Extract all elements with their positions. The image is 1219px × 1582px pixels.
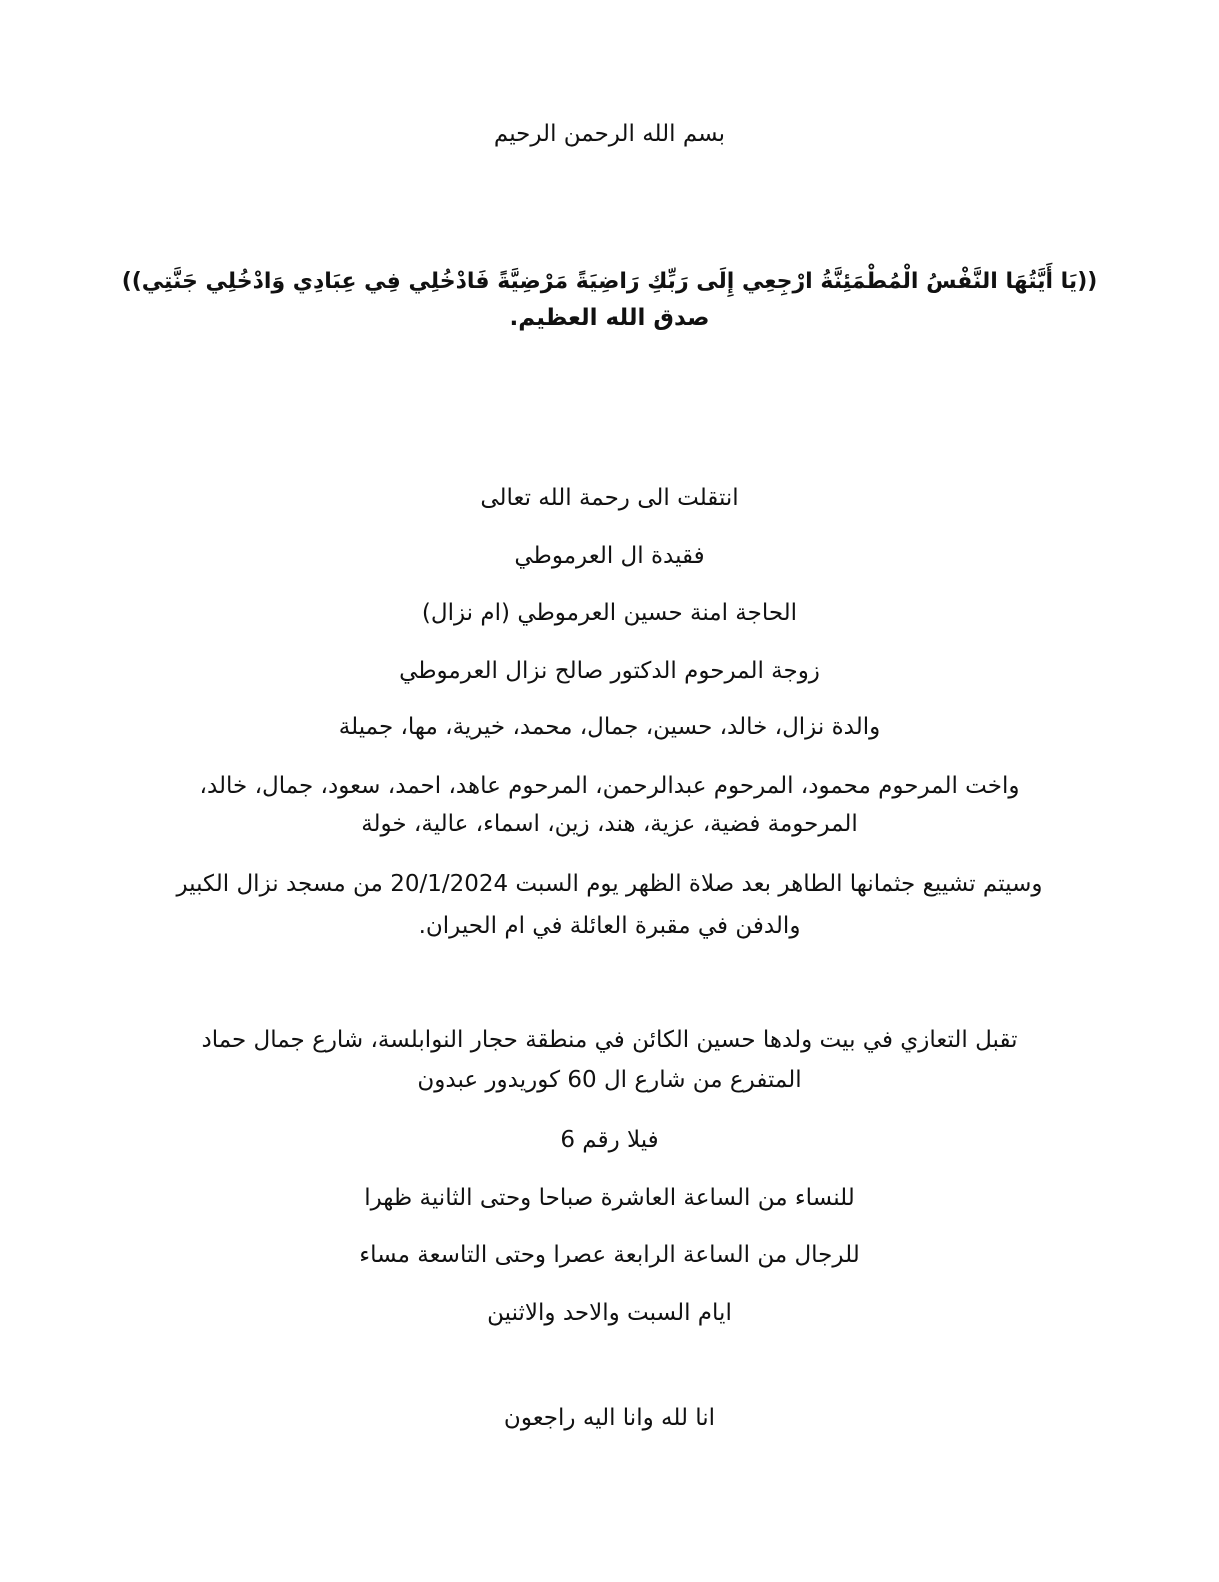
- funeral-line-1: وسيتم تشييع جثمانها الطاهر بعد صلاة الظهر يوم السبت 20/1/2024 من مسجد نزال الكبير: [176, 871, 1043, 897]
- condolences-line-1: تقبل التعازي في بيت ولدها حسين الكائن في منطقة حجار النوابلسة، شارع جمال حماد: [201, 1027, 1018, 1053]
- women-hours: للنساء من الساعة العاشرة صباحا وحتى الثانية ظهرا: [364, 1185, 855, 1211]
- family-name: فقيدة ال العرموطي: [514, 543, 705, 569]
- verse-closing: صدق الله العظيم.: [509, 305, 710, 331]
- closing-phrase: انا لله وانا اليه راجعون: [503, 1405, 716, 1431]
- condolences-line-2: المتفرع من شارع ال 60 كوريدور عبدون: [417, 1067, 802, 1093]
- sister-of-line-2: المرحومة فضية، عزية، هند، زين، اسماء، عالية، خولة: [361, 811, 858, 837]
- funeral-line-2: والدفن في مقبرة العائلة في ام الحيران.: [418, 913, 801, 939]
- sister-of-line-1: واخت المرحوم محمود، المرحوم عبدالرحمن، المرحوم عاهد، احمد، سعود، جمال، خالد،: [199, 773, 1020, 799]
- condolence-days: ايام السبت والاحد والاثنين: [487, 1300, 732, 1326]
- wife-of: زوجة المرحوم الدكتور صالح نزال العرموطي: [399, 658, 820, 684]
- quran-verse: ((يَا أَيَّتُهَا النَّفْسُ الْمُطْمَئِنَّةُ ارْجِعِي إِلَى رَبِّكِ رَاضِيَةً مَرْضِيَّةً فَادْخُلِي فِي عِبَادِي وَادْخُلِي جَنَّتِي)): [121, 269, 1098, 294]
- men-hours: للرجال من الساعة الرابعة عصرا وحتى التاسعة مساء: [359, 1242, 860, 1268]
- basmala: بسم الله الرحمن الرحيم: [493, 121, 726, 147]
- villa-number: فيلا رقم 6: [560, 1127, 659, 1153]
- death-intro: انتقلت الى رحمة الله تعالى: [480, 485, 739, 511]
- deceased-name: الحاجة امنة حسين العرموطي (ام نزال): [421, 600, 798, 626]
- mother-of: والدة نزال، خالد، حسين، جمال، محمد، خيرية، مها، جميلة: [338, 714, 881, 740]
